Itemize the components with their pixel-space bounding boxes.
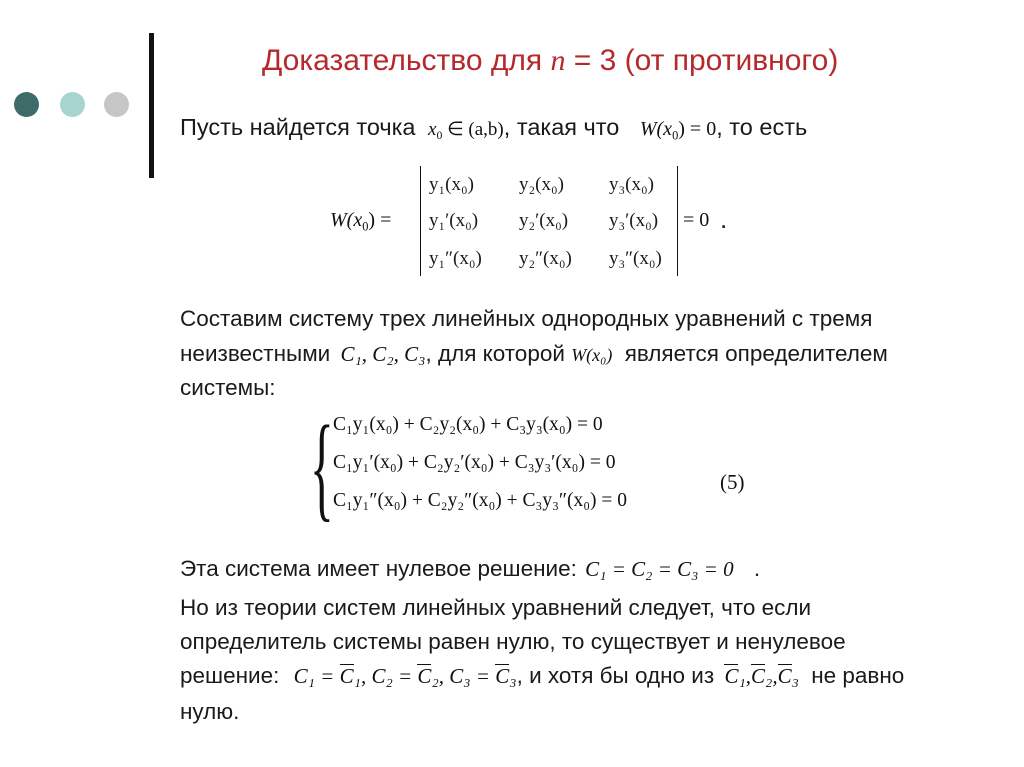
wronskian-zero-formula (639, 118, 717, 143)
system-equation-3: C₁y₁″(x₀) + C₂y₂″(x₀) + C₃y₃″(x₀) = 0 (333, 490, 628, 511)
title-variable: n (550, 44, 566, 77)
matrix-cell: y₃″(x₀) (609, 248, 662, 269)
para4-text-c: не равно (811, 663, 905, 688)
matrix-cell: y₁″(x₀) (429, 248, 482, 269)
para2-text-a: неизвестными (180, 341, 331, 366)
cb1-bar (724, 664, 738, 687)
para3-text: Эта система имеет нулевое решение: (180, 556, 577, 581)
g-cb1: C (724, 664, 739, 688)
rhs-zero: = 0 (683, 209, 710, 231)
decor-dot-gray (104, 92, 129, 117)
wronskian-matrix (420, 166, 678, 276)
para4-text-b: , и хотя бы одно из (516, 663, 715, 688)
lhs-rest: ) = (368, 209, 392, 231)
slide-title (262, 44, 838, 78)
para2-line2 (180, 340, 888, 369)
point-x0-formula (428, 119, 504, 143)
system-brace: { (310, 401, 334, 532)
g-sep1: , (745, 664, 752, 688)
zero-solution-formula: C₁ = C₂ = C₃ = 0 (585, 557, 734, 581)
c3-bar (495, 664, 509, 687)
x-var: x (428, 119, 437, 140)
cb2-bar (751, 664, 765, 687)
intro-line (180, 114, 807, 149)
f-s1: ₁ (353, 664, 361, 688)
g-s1: ₁ (738, 664, 746, 688)
para4-text-a: решение: (180, 663, 280, 688)
system-equation-2: C₁y₁′(x₀) + C₂y₂′(x₀) + C₃y₃′(x₀) = 0 (333, 452, 616, 473)
f-cb1: C (339, 664, 354, 688)
matrix-cell: y₂′(x₀) (519, 210, 569, 231)
c2-bar (417, 664, 431, 687)
cb3-bar (778, 664, 792, 687)
para4-line2: определитель системы равен нулю, то существует и ненулевое (180, 629, 846, 654)
para4-line1: Но из теории систем линейных уравнений следует, что если (180, 595, 812, 620)
f-cb3: C (495, 664, 510, 688)
intro-text-2: , такая что (503, 114, 620, 140)
f-c2: , C₂ = (360, 664, 418, 688)
title-prefix: Доказательство для (262, 44, 543, 77)
f-c3: , C₃ = (438, 664, 496, 688)
nonzero-solution-formula (294, 664, 517, 688)
w-of-x: W(x (639, 118, 673, 140)
para2-line3: системы: (180, 375, 276, 400)
c1-bar (340, 664, 354, 687)
w-rest: ) = 0 (678, 118, 717, 140)
wronskian-period: . (720, 204, 728, 234)
intro-text-1: Пусть найдется точка (180, 114, 416, 140)
decor-dot-light (60, 92, 85, 117)
system-equation-1: C₁y₁(x₀) + C₂y₂(x₀) + C₃y₃(x₀) = 0 (333, 414, 603, 435)
decor-vertical-bar (149, 33, 154, 178)
w-x0-formula: W(x₀) (571, 345, 613, 365)
w-sub: 0 (672, 128, 679, 143)
constants-formula: C₁, C₂, C₃ (340, 342, 426, 366)
constants-bar-formula (724, 664, 798, 688)
matrix-cell: y₂″(x₀) (519, 248, 572, 269)
x-sub: 0 (436, 129, 443, 143)
g-s3: ₃ (791, 664, 799, 688)
title-suffix: (от противного) (624, 44, 839, 77)
f-cb2: C (417, 664, 432, 688)
matrix-cell: y₃(x₀) (609, 174, 654, 195)
g-sep2: , (772, 664, 778, 688)
interval: ∈ (a,b) (442, 119, 504, 140)
equation-number: (5) (720, 470, 745, 494)
para4-line3 (180, 662, 904, 690)
f-c1: C₁ = (293, 664, 340, 688)
matrix-cell: y₃′(x₀) (609, 210, 659, 231)
lhs-w: W(x (330, 209, 363, 231)
para3-line (180, 555, 760, 583)
para4-line4: нулю. (180, 699, 240, 724)
para2-text-c: является определителем (624, 341, 888, 366)
wronskian-lhs (330, 209, 391, 234)
f-s2: ₂ (431, 664, 439, 688)
g-cb3: C (777, 664, 792, 688)
wronskian-rhs (683, 209, 709, 232)
intro-text-3: , то есть (716, 114, 808, 140)
matrix-cell: y₁′(x₀) (429, 210, 479, 231)
title-eq: = 3 (565, 44, 625, 77)
para2-line1: Составим систему трех линейных однородных уравнений с тремя (180, 306, 873, 331)
para2-text-b: , для которой (425, 341, 565, 366)
lhs-sub: 0 (362, 219, 369, 234)
f-s3: ₃ (509, 664, 517, 688)
g-cb2: C (751, 664, 766, 688)
g-s2: ₂ (765, 664, 773, 688)
matrix-cell: y₁(x₀) (429, 174, 474, 195)
decor-dot-dark (14, 92, 39, 117)
para3-dot: . (753, 556, 761, 581)
matrix-cell: y₂(x₀) (519, 174, 564, 195)
